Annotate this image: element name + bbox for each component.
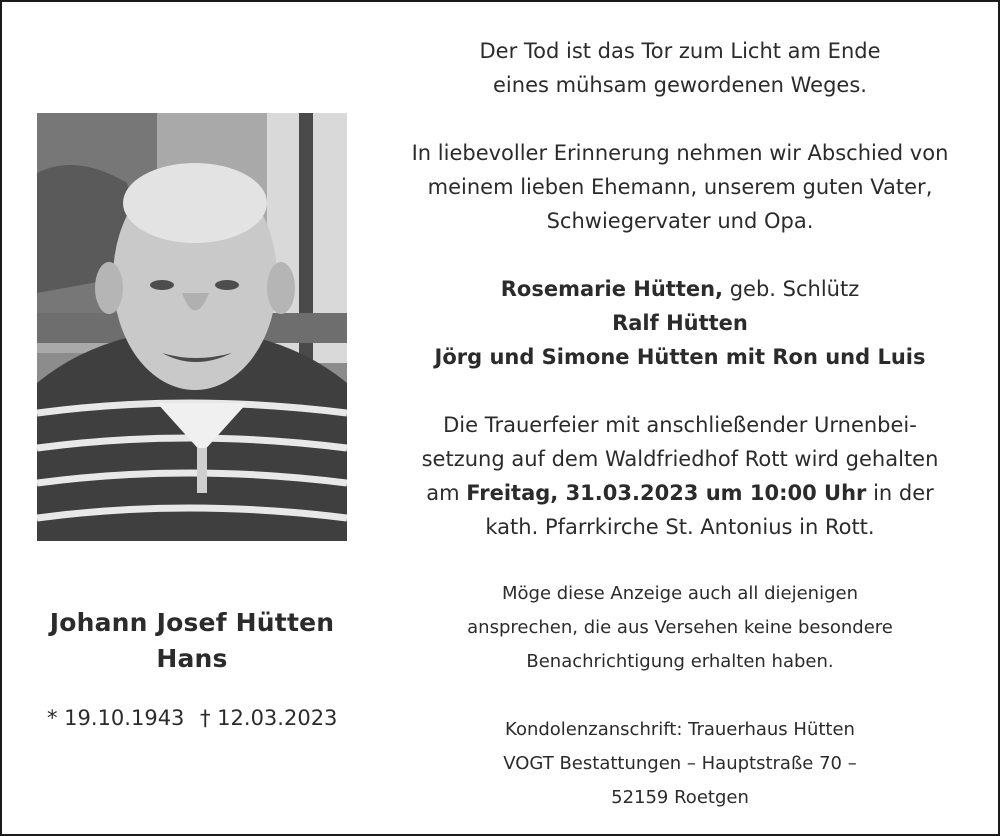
service-block	[372, 408, 988, 544]
memory-line: meinem lieben Ehemann, unserem guten Vater,	[427, 175, 933, 199]
service-line: setzung auf dem Waldfriedhof Rott wird gehalten	[421, 447, 939, 471]
service-suffix: in der	[866, 481, 934, 505]
service-line: Die Trauerfeier mit anschließender Urnenbei-	[443, 413, 917, 437]
family-wife	[372, 272, 988, 306]
death-date: † 12.03.2023	[200, 706, 338, 730]
portrait-photo	[37, 113, 347, 541]
notice-block	[372, 577, 988, 679]
service-line	[372, 476, 988, 510]
address-line: VOGT Bestattungen – Hauptstraße 70 –	[503, 753, 857, 774]
family-son-family: Jörg und Simone Hütten mit Ron und Luis	[434, 345, 926, 369]
wife-maiden-name: geb. Schlütz	[723, 277, 860, 301]
family-block	[372, 272, 988, 374]
address-line: Kondolenzanschrift: Trauerhaus Hütten	[505, 719, 855, 740]
wife-name: Rosemarie Hütten,	[500, 277, 724, 301]
service-date: Freitag, 31.03.2023 um 10:00 Uhr	[466, 481, 867, 505]
notice-line: Möge diese Anzeige auch all diejenigen	[501, 583, 859, 604]
quote-block	[372, 34, 988, 102]
family-son: Ralf Hütten	[612, 311, 748, 335]
service-prefix: am	[426, 481, 467, 505]
memory-line: Schwiegervater und Opa.	[546, 209, 814, 233]
quote-line: eines mühsam gewordenen Weges.	[493, 73, 867, 97]
birth-date: * 19.10.1943	[47, 706, 185, 730]
notice-line: Benachrichtigung erhalten haben.	[526, 651, 834, 672]
memory-line: In liebevoller Erinnerung nehmen wir Abschied von	[411, 141, 949, 165]
memory-block	[372, 136, 988, 238]
service-line: kath. Pfarrkirche St. Antonius in Rott.	[485, 515, 875, 539]
deceased-nickname: Hans	[156, 644, 228, 673]
deceased-full-name: Johann Josef Hütten	[49, 608, 335, 637]
quote-line: Der Tod ist das Tor zum Licht am Ende	[479, 39, 881, 63]
address-block	[372, 713, 988, 815]
address-line: 52159 Roetgen	[611, 787, 749, 808]
notice-line: ansprechen, die aus Versehen keine besondere	[467, 617, 893, 638]
